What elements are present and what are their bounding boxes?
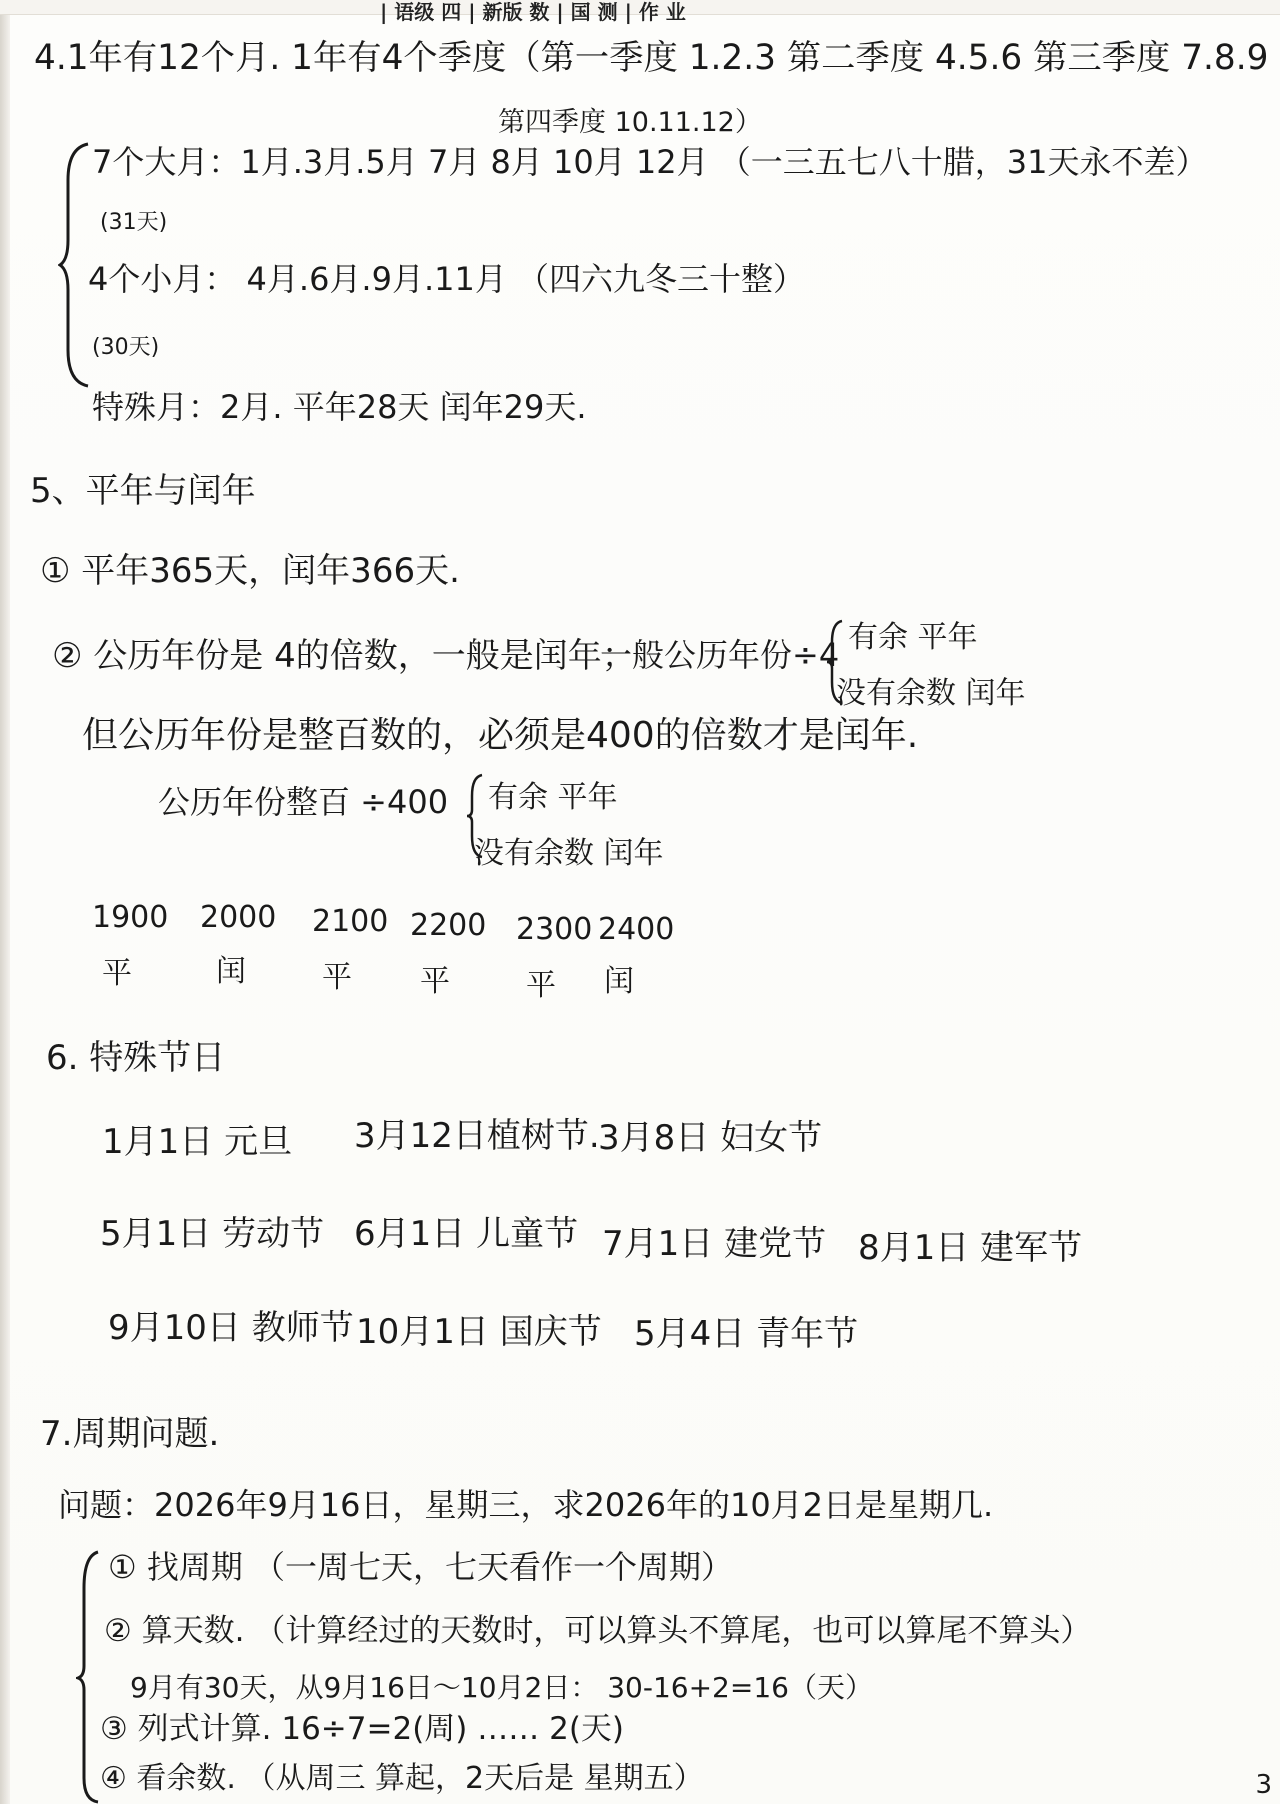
- big-months: 7个大月：1月.3月.5月 7月 8月 10月 12月 （一三五七八十腊，31天永不差）: [92, 143, 1208, 181]
- leap-rule-1: ① 平年365天，闰年366天.: [40, 551, 460, 591]
- holiday-labor-day: 5月1日 劳动节: [100, 1214, 325, 1254]
- holiday-childrens-day: 6月1日 儿童节: [354, 1214, 579, 1254]
- small-month-days: (30天): [92, 335, 160, 360]
- century-remainder: 有余 平年: [488, 780, 618, 815]
- holiday-new-year: 1月1日 元旦: [102, 1122, 293, 1162]
- century-division: 公历年份整百 ÷400: [158, 783, 449, 821]
- step-find-cycle: ① 找周期 （一周七天，七天看作一个周期）: [108, 1548, 734, 1586]
- section-4-line-1: 4.1年有12个月. 1年有4个季度（第一季度 1.2.3 第二季度 4.5.6 第三季度 7.8.9: [34, 38, 1269, 78]
- year-2200-type: 平: [420, 964, 450, 999]
- holiday-arbor-day: 3月12日植树节.: [354, 1116, 600, 1156]
- step-remainder: ④ 看余数. （从周三 算起，2天后是 星期五）: [100, 1761, 704, 1796]
- holiday-youth-day: 5月4日 青年节: [634, 1314, 859, 1354]
- step-count-days: ② 算天数. （计算经过的天数时，可以算头不算尾，也可以算尾不算头）: [104, 1613, 1092, 1649]
- section-6-title: 6. 特殊节日: [46, 1038, 226, 1078]
- special-month: 特殊月：2月. 平年28天 闰年29天.: [92, 388, 587, 426]
- year-2300-type: 平: [526, 968, 556, 1003]
- year-2100: 2100: [312, 904, 389, 939]
- page-edge: [0, 0, 10, 1804]
- section-4-line-2: 第四季度 10.11.12）: [498, 107, 762, 138]
- day-count-calculation: 9月有30天，从9月16日～10月2日： 30-16+2=16（天）: [130, 1671, 873, 1704]
- year-2300: 2300: [516, 912, 593, 947]
- step-division: ③ 列式计算. 16÷7=2(周) …… 2(天): [100, 1711, 625, 1747]
- year-2400: 2400: [598, 912, 675, 947]
- holiday-party-day: 7月1日 建党节: [602, 1224, 827, 1264]
- leap-rule-2-division: 一般公历年份÷4: [600, 636, 840, 674]
- year-2400-type: 闰: [604, 964, 634, 999]
- century-no-remainder: 没有余数 闰年: [474, 836, 664, 871]
- cycle-question: 问题：2026年9月16日，星期三，求2026年的10月2日是星期几.: [58, 1486, 994, 1524]
- small-months: 4个小月： 4月.6月.9月.11月 （四六九冬三十整）: [88, 260, 806, 298]
- year-2100-type: 平: [322, 960, 352, 995]
- year-2200: 2200: [410, 908, 487, 943]
- holiday-teachers-day: 9月10日 教师节: [108, 1308, 354, 1348]
- page-number: 3: [1255, 1770, 1272, 1800]
- steps-brace: [76, 1548, 102, 1804]
- year-1900: 1900: [92, 900, 169, 935]
- year-1900-type: 平: [102, 956, 132, 991]
- no-remainder-leap-year: 没有余数 闰年: [836, 676, 1026, 711]
- holiday-national-day: 10月1日 国庆节: [356, 1312, 602, 1352]
- big-month-days: (31天): [100, 210, 168, 235]
- leap-rule-2: ② 公历年份是 4的倍数，一般是闰年；: [52, 636, 636, 676]
- holiday-army-day: 8月1日 建军节: [858, 1228, 1083, 1268]
- remainder-common-year: 有余 平年: [848, 620, 978, 655]
- year-2000: 2000: [200, 900, 277, 935]
- leap-rule-3: 但公历年份是整百数的，必须是400的倍数才是闰年.: [82, 715, 919, 756]
- holiday-womens-day: 3月8日 妇女节: [598, 1118, 823, 1158]
- year-2000-type: 闰: [216, 954, 246, 989]
- section-5-title: 5、平年与闰年: [30, 471, 256, 511]
- section-7-title: 7.周期问题.: [40, 1414, 220, 1454]
- top-strip: [0, 0, 1280, 24]
- top-cut-text: | 语级 四 | 新版 数 | 国 测 | 作 业: [380, 0, 686, 24]
